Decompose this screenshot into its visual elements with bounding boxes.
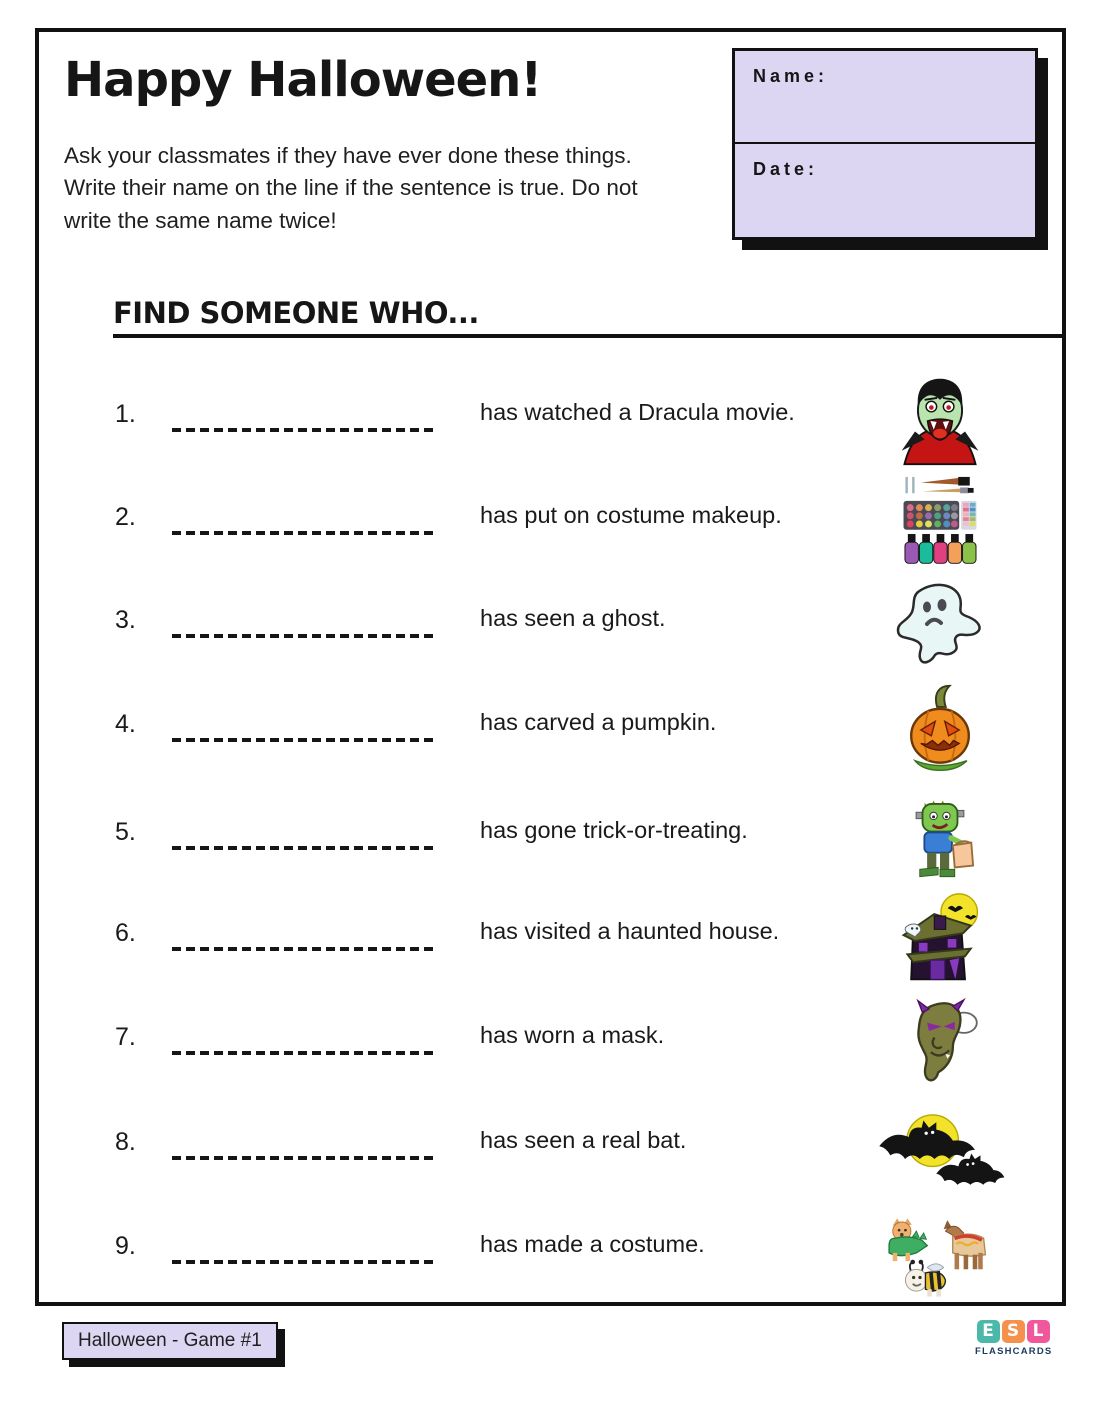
pumpkin-icon bbox=[865, 682, 1015, 778]
answer-line[interactable] bbox=[172, 947, 438, 951]
logo-wordmark: FLASHCARDS bbox=[975, 1346, 1053, 1357]
section-heading: FIND SOMEONE WHO... bbox=[113, 296, 479, 330]
answer-line[interactable] bbox=[172, 1156, 438, 1160]
answer-line[interactable] bbox=[172, 1260, 438, 1264]
worksheet-row bbox=[113, 680, 1013, 780]
answer-line[interactable] bbox=[172, 428, 438, 432]
answer-line[interactable] bbox=[172, 846, 438, 850]
row-sentence: has made a costume. bbox=[480, 1231, 705, 1257]
name-field[interactable]: Name: bbox=[735, 51, 1035, 144]
worksheet-row bbox=[113, 473, 1013, 573]
row-number: 6. bbox=[115, 919, 136, 947]
row-number: 4. bbox=[115, 710, 136, 738]
bat-icon bbox=[865, 1102, 1015, 1194]
logo-squares bbox=[975, 1320, 1051, 1343]
worksheet-row bbox=[113, 1202, 1013, 1302]
footer-label: Halloween - Game #1 bbox=[62, 1322, 278, 1360]
row-number: 3. bbox=[115, 606, 136, 634]
answer-line[interactable] bbox=[172, 531, 438, 535]
worksheet-row bbox=[113, 1098, 1013, 1198]
logo-letter-l: L bbox=[1027, 1320, 1050, 1343]
mask-icon bbox=[865, 995, 1015, 1091]
costume-dogs-icon bbox=[865, 1202, 1015, 1302]
row-number: 1. bbox=[115, 400, 136, 428]
answer-line[interactable] bbox=[172, 738, 438, 742]
trick-or-treater-icon bbox=[865, 790, 1015, 886]
date-field[interactable]: Date: bbox=[753, 159, 819, 179]
row-sentence: has seen a real bat. bbox=[480, 1127, 687, 1153]
instructions-text: Ask your classmates if they have ever done these things. Write their name on the line if the sentence is true. Do not write the same name twice! bbox=[64, 143, 638, 233]
row-sentence: has watched a Dracula movie. bbox=[480, 399, 795, 425]
row-number: 2. bbox=[115, 503, 136, 531]
row-number: 9. bbox=[115, 1232, 136, 1260]
page-title: Happy Halloween! bbox=[64, 52, 542, 108]
worksheet-row bbox=[113, 576, 1013, 676]
vampire-icon bbox=[865, 372, 1015, 468]
ghost-icon bbox=[865, 580, 1015, 672]
answer-line[interactable] bbox=[172, 634, 438, 638]
row-number: 5. bbox=[115, 818, 136, 846]
row-sentence: has visited a haunted house. bbox=[480, 918, 780, 944]
row-sentence: has gone trick-or-treating. bbox=[480, 817, 748, 843]
worksheet-row bbox=[113, 993, 1013, 1093]
section-underline bbox=[113, 334, 1062, 338]
makeup-icon bbox=[865, 475, 1015, 571]
logo-letter-e: E bbox=[977, 1320, 1000, 1343]
logo-letter-s: S bbox=[1002, 1320, 1025, 1343]
row-sentence: has worn a mask. bbox=[480, 1022, 665, 1048]
row-number: 8. bbox=[115, 1128, 136, 1156]
name-date-box bbox=[732, 48, 1038, 240]
row-number: 7. bbox=[115, 1023, 136, 1051]
esl-flashcards-logo bbox=[975, 1320, 1051, 1357]
haunted-house-icon bbox=[865, 889, 1015, 989]
worksheet-row bbox=[113, 889, 1013, 989]
row-sentence: has carved a pumpkin. bbox=[480, 709, 717, 735]
worksheet-row bbox=[113, 788, 1013, 888]
worksheet-row bbox=[113, 370, 1013, 470]
row-sentence: has put on costume makeup. bbox=[480, 502, 782, 528]
row-sentence: has seen a ghost. bbox=[480, 605, 666, 631]
answer-line[interactable] bbox=[172, 1051, 438, 1055]
